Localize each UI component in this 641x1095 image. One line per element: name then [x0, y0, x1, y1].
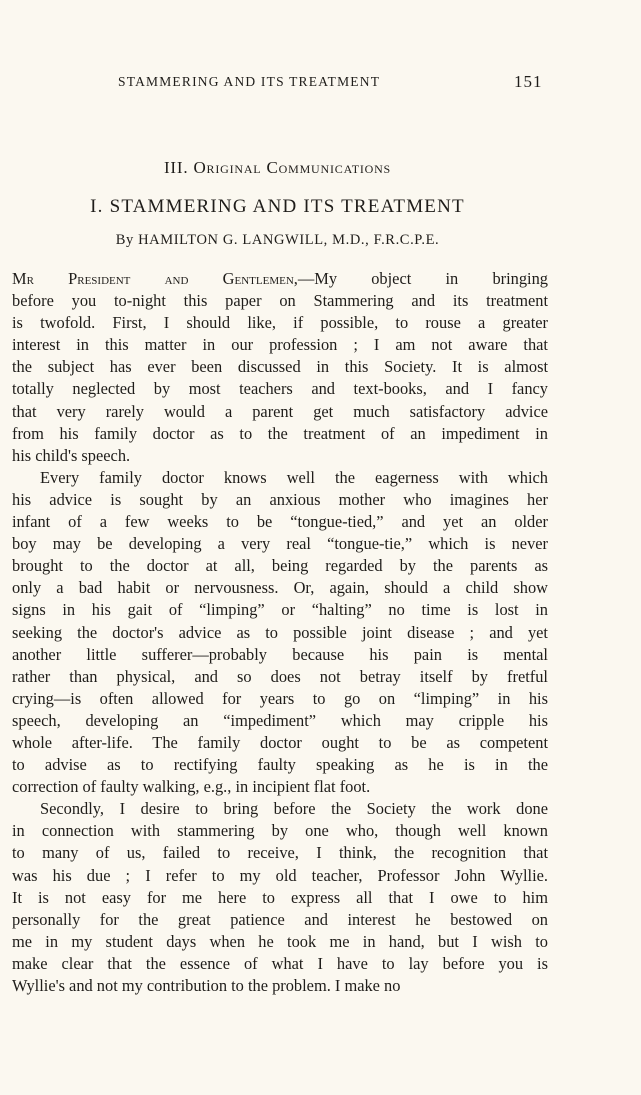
text-line: whole after-life. The family doctor ought to be as competent	[12, 732, 548, 752]
text-line: another little sufferer—probably because his pain is mental	[12, 644, 548, 664]
text-line: Secondly, I desire to bring before the Society the work done	[40, 799, 548, 819]
article-byline: By HAMILTON G. LANGWILL, M.D., F.R.C.P.E.	[115, 232, 440, 248]
text-line: It is not easy for me here to express all that I owe to him	[12, 887, 548, 907]
text-line: to many of us, failed to receive, I think, the recognition that	[12, 843, 548, 863]
text-line: in connection with stammering by one who, though well known	[12, 821, 548, 841]
text-line: brought to the doctor at all, being regarded by the parents as	[12, 556, 548, 576]
paragraph	[12, 467, 548, 798]
text-line: make clear that the essence of what I have to lay before you is	[12, 953, 548, 973]
text-line: signs in his gait of “limping” or “halting” no time is lost in	[12, 600, 548, 620]
text-line: crying—is often allowed for years to go on “limping” in his	[12, 688, 548, 708]
text-line: only a bad habit or nervousness. Or, again, should a child show	[12, 578, 548, 598]
section-heading	[0, 158, 555, 178]
text-line: that very rarely would a parent get much satisfactory advice	[12, 401, 548, 421]
running-head	[0, 74, 641, 96]
text-line: totally neglected by most teachers and text-books, and I fancy	[12, 379, 548, 399]
text-line: Wyllie's and not my contribution to the problem. I make no	[12, 976, 401, 995]
text-line: Mr President and Gentlemen,—My object in bringing	[12, 269, 548, 288]
paragraph	[12, 798, 548, 997]
page-number: 151	[514, 72, 543, 91]
text-line: interest in this matter in our profession ; I am not aware that	[12, 335, 548, 355]
text-line: seeking the doctor's advice as to possible joint disease ; and yet	[12, 622, 548, 642]
text-line: the subject has ever been discussed in this Society. It is almost	[12, 357, 548, 377]
text-line: infant of a few weeks to be “tongue-tied,” and yet an older	[12, 512, 548, 532]
text-line: to advise as to rectifying faulty speaking as he is in the	[12, 755, 548, 775]
text-line: rather than physical, and so does not betray itself by fretful	[12, 666, 548, 686]
section-title: Original Communications	[193, 158, 392, 177]
text-line: me in my student days when he took me in hand, but I wish to	[12, 931, 548, 951]
text-line: correction of faulty walking, e.g., in incipient flat foot.	[12, 777, 371, 797]
text-line: boy may be developing a very real “tongue-tie,” which is never	[12, 534, 548, 554]
text-line: was his due ; I refer to my old teacher, Professor John Wyllie.	[12, 865, 548, 885]
text-line: speech, developing an “impediment” which may cripple his	[12, 710, 548, 730]
text-line: is twofold. First, I should like, if possible, to rouse a greater	[12, 313, 548, 333]
text-line: from his family doctor as to the treatment of an impediment in	[12, 423, 548, 443]
article-title: I. STAMMERING AND ITS TREATMENT	[90, 196, 465, 217]
paragraph	[12, 268, 548, 467]
text-line: before you to-night this paper on Stammering and its treatment	[12, 291, 548, 311]
text-line: his child's speech.	[12, 445, 131, 465]
running-title: STAMMERING AND ITS TREATMENT	[118, 74, 381, 89]
text-line: Every family doctor knows well the eagerness with which	[40, 467, 548, 487]
article-body	[12, 268, 548, 997]
text-line: personally for the great patience and interest he bestowed on	[12, 909, 548, 929]
section-numeral: III.	[163, 158, 189, 177]
text-line: his advice is sought by an anxious mother who imagines her	[12, 489, 548, 509]
